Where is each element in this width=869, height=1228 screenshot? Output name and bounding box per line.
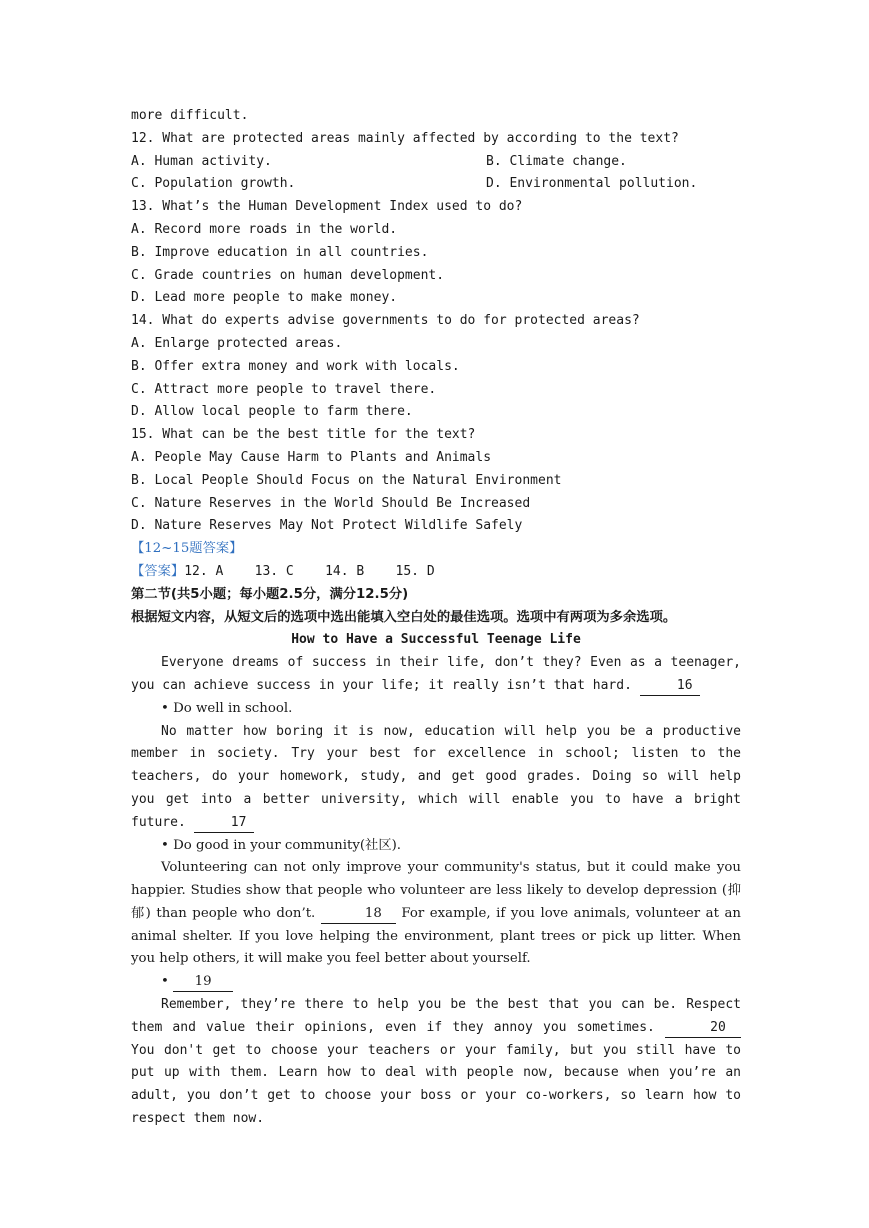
option-12-b: B. Climate change. bbox=[486, 153, 627, 169]
option-13-d: D. Lead more people to make money. bbox=[131, 290, 398, 306]
option-15-c: C. Nature Reserves in the World Should Be Increased bbox=[131, 495, 531, 511]
option-15-a: A. People May Cause Harm to Plants and Animals bbox=[131, 449, 492, 465]
option-13-c: C. Grade countries on human development. bbox=[131, 267, 445, 283]
blank-19: 19 bbox=[173, 973, 233, 992]
blank-18: 18 bbox=[321, 905, 396, 924]
answer-line bbox=[131, 561, 741, 584]
option-14-b: B. Offer extra money and work with locals. bbox=[131, 358, 460, 374]
paragraph-4-text-a: Remember, they’re there to help you be the best that you can be. Respect them and value their opinions, even if they annoy you sometimes. bbox=[131, 997, 741, 1035]
option-14-c: C. Attract more people to travel there. bbox=[131, 381, 437, 397]
bullet-blank-19 bbox=[131, 971, 741, 994]
question-13-stem: 13. What’s the Human Development Index used to do? bbox=[131, 199, 523, 215]
bullet-dot: • bbox=[161, 974, 174, 990]
paragraph-3-text-b: For example, if you love animals, volunteer at an animal shelter. If you love helping the environment, plant trees or pick up litter. When you help others, it will make you feel better about yourself. bbox=[131, 905, 741, 967]
paragraph-1-text: Everyone dreams of success in their life, don’t they? Even as a teenager, you can achieve success in your life; it really isn’t that hard. bbox=[131, 655, 741, 693]
section-instructions: 根据短文内容，从短文后的选项中选出能填入空白处的最佳选项。选项中有两项为多余选项。 bbox=[131, 609, 677, 625]
paragraph-3-text-a: Volunteering can not only improve your community's status, but it could make you happier. Studies show that people who volunteer are less likely to develop depression (抑郁) than people who don’t. bbox=[131, 860, 741, 921]
answer-header: 【12~15题答案】 bbox=[131, 541, 243, 557]
option-14-d: D. Allow local people to farm there. bbox=[131, 404, 413, 420]
paragraph-4-text-b: You don't get to choose your teachers or your family, but you still have to put up with them. Learn how to deal with people now, because when you’re an adult, you don’t get to choose your boss or your co-workers, so learn how to respect them now. bbox=[131, 1042, 741, 1127]
question-12-options-row-1 bbox=[131, 151, 741, 174]
blank-17: 17 bbox=[194, 814, 254, 833]
option-12-a: A. Human activity. bbox=[131, 153, 272, 169]
option-14-a: A. Enlarge protected areas. bbox=[131, 335, 343, 351]
passage-paragraph-2 bbox=[131, 721, 741, 835]
option-13-a: A. Record more roads in the world. bbox=[131, 221, 398, 237]
passage-paragraph-3 bbox=[131, 857, 741, 971]
option-13-b: B. Improve education in all countries. bbox=[131, 244, 429, 260]
bullet-do-well-in-school: • Do well in school. bbox=[161, 700, 293, 716]
blank-16: 16 bbox=[640, 677, 700, 696]
paragraph-2-text: No matter how boring it is now, education will help you be a productive member in society. Try your best for excellence in school; listen to the teachers, do your homework, study, and get good grades. Doing so will help you get into a better university, which will enable you to have a bright future. bbox=[131, 723, 741, 830]
question-12-options-row-2 bbox=[131, 173, 741, 196]
question-12-stem: 12. What are protected areas mainly affected by according to the text? bbox=[131, 130, 679, 146]
passage-paragraph-1 bbox=[131, 652, 741, 698]
question-14-stem: 14. What do experts advise governments to do for protected areas? bbox=[131, 313, 640, 329]
option-15-d: D. Nature Reserves May Not Protect Wildlife Safely bbox=[131, 518, 523, 534]
blank-20: 20 bbox=[665, 1019, 741, 1038]
passage-title: How to Have a Successful Teenage Life bbox=[291, 632, 581, 648]
bullet-do-good-in-community: • Do good in your community(社区). bbox=[161, 837, 402, 853]
passage-paragraph-4 bbox=[131, 994, 741, 1131]
answer-tag: 【答案】 bbox=[131, 563, 185, 579]
option-12-c: C. Population growth. bbox=[131, 176, 296, 192]
document-page bbox=[131, 105, 741, 1131]
intro-tail: more difficult. bbox=[131, 108, 249, 123]
question-15-stem: 15. What can be the best title for the text? bbox=[131, 427, 476, 443]
option-12-d: D. Environmental pollution. bbox=[486, 176, 698, 192]
option-15-b: B. Local People Should Focus on the Natural Environment bbox=[131, 472, 562, 488]
answer-values: 12. A 13. C 14. B 15. D bbox=[184, 563, 435, 579]
section-title: 第二节(共5小题；每小题2.5分，满分12.5分) bbox=[131, 586, 409, 602]
